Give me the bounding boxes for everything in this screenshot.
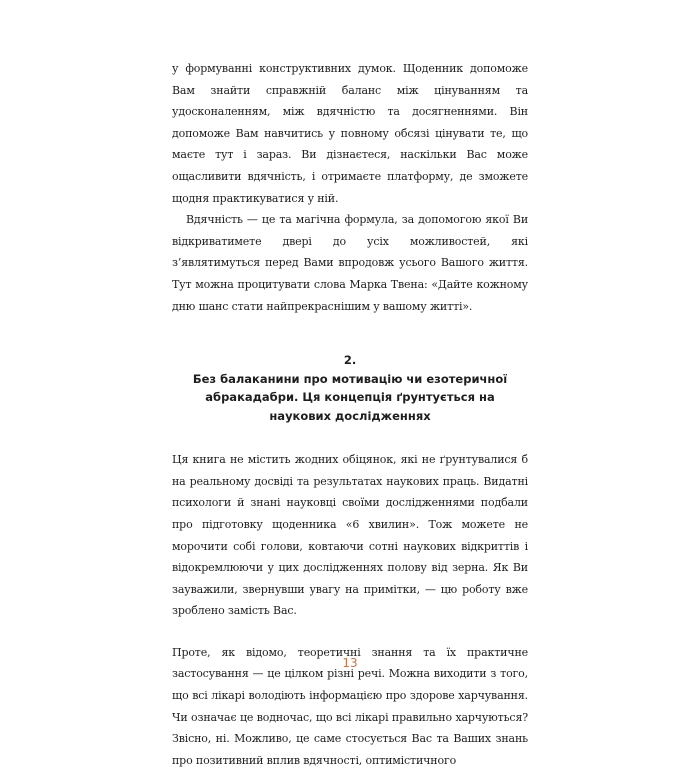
- paragraph-no-promises: Ця книга не містить жодних обіцянок, які не ґрунтувалися б на реальному досвіді та результатах наукових праць. Видатні психологи й знані науковці своїми дослідженнями подбали про підготовку щоденника «6 хвилин». Тож можете не морочити собі голови, ковтаючи сотні наукових відкриттів і відокремлюючи у цих дослідженнях полову від зерна. Як Ви зауважили, звернувши увагу на примітки, — цю роботу вже зроблено замість Вас.: [172, 453, 528, 618]
- paragraph-theory-vs-practice: Проте, як відомо, теоретичні знання та їх практичне застосування — це цілком різні речі. Можна виходити з того, що всі лікарі володіють інформацією про здорове харчування. Чи означає це водночас, що всі лікарі правильно харчуються? Звісно, ні. Можливо, це саме стосується Вас та Ваших знань про позитивний вплив вдячності, оптимістичного: [172, 645, 528, 767]
- page-number: 13: [342, 656, 358, 670]
- section-heading: [172, 351, 528, 425]
- paragraph-gratitude-formula: Вдячність — це та магічна формула, за допомогою якої Ви відкриватимете двері до усіх можливостей, які з’являтимуться перед Вами впродовж усього Вашого життя. Тут можна процитувати слова Марка Твена: «Дайте кожному дню шанс стати найпрекраснішим у вашому житті».: [172, 213, 528, 313]
- paragraph-continuation: у формуванні конструктивних думок. Щоденник допоможе Вам знайти справжній баланс між цінуванням та удосконаленням, між вдячністю та досягненнями. Він допоможе Вам навчитись у повному обсязі цінувати те, що маєте тут і зараз. Ви дізнаєтеся, наскільки Вас може ощасливити вдячність, і отримаєте платформу, де зможете щодня практикуватися у ній.: [172, 62, 528, 205]
- section-title: Без балаканини про мотивацію чи езотеричної абракадабри. Ця концепція ґрунтується на наукових дослідженнях: [192, 371, 508, 423]
- section-number: 2.: [343, 353, 357, 368]
